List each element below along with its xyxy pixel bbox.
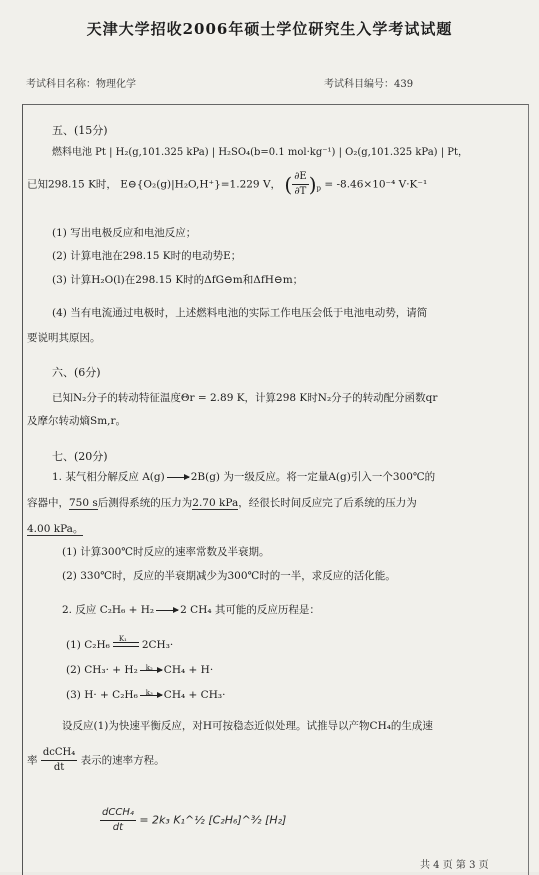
reaction-arrow: k₃: [140, 695, 162, 696]
mechanism-step-3: (3) H· + C₂H₆ k₃ CH₄ + CH₃·: [66, 688, 226, 701]
emf-temp-derivative: $\frac{\partial E}{\partial T}$: [294, 171, 307, 197]
handwritten-lhs: $\frac{\text{dCCH₄}}{dt}$: [102, 807, 134, 833]
section-6-line2: 及摩尔转动熵Sm,r。: [27, 415, 127, 427]
section-7-heading: 七、(20分): [52, 450, 108, 463]
deriv-subscript: p: [316, 184, 321, 193]
section-5-heading: 五、(15分): [52, 124, 108, 137]
mechanism-step-2: (2) CH₃· + H₂ k₂ CH₄ + H·: [66, 663, 214, 676]
rate-fraction: $\frac{\text{dcCH₄}}{dt}$: [42, 747, 76, 773]
question-5-4a: (4) 当有电流通过电极时，上述燃料电池的实际工作电压会低于电池电动势，请简: [52, 307, 428, 319]
exam-title: 天津大学招收2006年硕士学位研究生入学考试试题: [86, 20, 453, 38]
problem-1-line3: 4.00 kPa。: [27, 523, 84, 535]
problem-1-q1: (1) 计算300℃时反应的速率常数及半衰期。: [62, 546, 270, 558]
section-6-line1: 已知N₂分子的转动特征温度Θr = 2.89 K，计算298 K时N₂分子的转动配分函数qr: [52, 392, 438, 404]
problem-1-line1: 1. 某气相分解反应 A(g) 2B(g) 为一级反应。将一定量A(g)引入一个300℃的: [52, 471, 436, 483]
standard-emf: E⊖{O₂(g)|H₂O,H⁺}=1.229 V，: [120, 178, 282, 191]
section-6-heading: 六、(6分): [52, 366, 101, 379]
deriv-close-paren: ): [308, 172, 317, 197]
equilibrium-arrow: K₁: [113, 642, 139, 648]
reaction-arrow: [167, 477, 189, 478]
time-value: 750 s: [69, 497, 98, 509]
problem-1-line2: 容器中，750 s后测得系统的压力为2.70 kPa，经很长时间反应完了后系统的压力为: [27, 497, 417, 509]
problem-2-instruction: 设反应(1)为快速平衡反应，对H可按稳态近似处理。试推导以产物CH₄的生成速: [62, 720, 433, 732]
given-prefix: 已知298.15 K时，: [27, 178, 117, 191]
handwritten-answer: [100, 806, 286, 835]
question-5-4b: 要说明其原因。: [27, 332, 101, 344]
handwritten-rhs: = 2k₃ K₁^½ [C₂H₆]^³⁄₂ [H₂]: [139, 813, 287, 827]
deriv-value: = -8.46×10⁻⁴ V·K⁻¹: [324, 178, 428, 191]
reaction-arrow: [156, 610, 178, 611]
mechanism-step-1: (1) C₂H₆ K₁ 2CH₃·: [66, 635, 174, 651]
question-5-1: (1) 写出电极反应和电池反应；: [52, 227, 197, 239]
subject-name: 考试科目名称：物理化学: [26, 79, 136, 90]
section-5-cell: 燃料电池 Pt | H₂(g,101.325 kPa) | H₂SO₄(b=0.1 mol·kg⁻¹) | O₂(g,101.325 kPa) | Pt，: [52, 147, 469, 158]
problem-2-intro: 2. 反应 C₂H₆ + H₂ 2 CH₄ 其可能的反应历程是：: [62, 604, 320, 616]
subject-code: 考试科目编号：439: [324, 79, 414, 90]
problem-2-rate: 率 $\frac{\text{dcCH₄}}{dt}$ 表示的速率方程。: [27, 747, 165, 773]
question-5-2: (2) 计算电池在298.15 K时的电动势E；: [52, 250, 242, 262]
problem-1-q2: (2) 330℃时，反应的半衰期减少为300℃时的一半，求反应的活化能。: [62, 570, 396, 582]
section-5-given: [27, 170, 427, 199]
page-footer: 共 4 页 第 3 页: [420, 860, 489, 871]
pressure-value: 2.70 kPa: [192, 497, 239, 509]
question-5-3: (3) 计算H₂O(l)在298.15 K时的ΔfG⊖m和ΔfH⊖m；: [52, 274, 304, 286]
reaction-arrow: k₂: [140, 670, 162, 671]
deriv-open-paren: (: [284, 172, 293, 197]
